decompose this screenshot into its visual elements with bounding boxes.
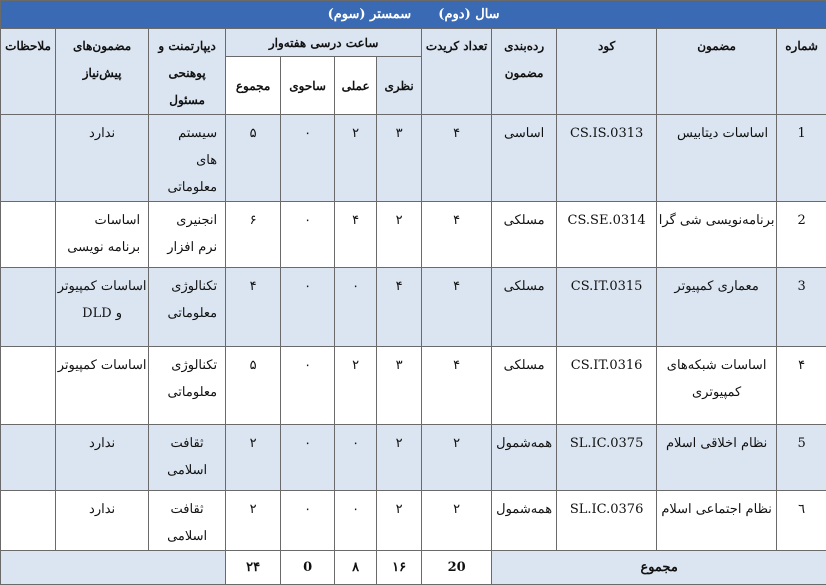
table-row: [1, 202, 826, 268]
cell-subject: معماری کمپیوتر: [657, 268, 777, 347]
header-practical: عملی: [335, 57, 377, 115]
table-row: [1, 115, 826, 202]
cell-credits: ۴: [422, 268, 492, 347]
cell-code: CS.IT.0315: [557, 268, 657, 347]
cell-subject: برنامه‌نویسی شی گرا: [657, 202, 777, 268]
header-subject: مضمون: [657, 29, 777, 115]
cell-credits: ۲: [422, 425, 492, 491]
cell-number: ٦: [777, 491, 826, 551]
cell-notes: [1, 347, 56, 425]
totals-total: ۲۴: [226, 551, 281, 585]
cell-code: CS.IS.0313: [557, 115, 657, 202]
totals-field: 0: [281, 551, 335, 585]
header-credits: تعداد کریدت: [422, 29, 492, 115]
cell-number: 3: [777, 268, 826, 347]
cell-total: ۵: [226, 115, 281, 202]
cell-category: اساسی: [492, 115, 557, 202]
table-row: [1, 425, 826, 491]
cell-field: ۰: [281, 425, 335, 491]
cell-category: همه‌شمول: [492, 491, 557, 551]
totals-empty: [1, 551, 226, 585]
semester-title: سال (دوم) سمستر (سوم): [1, 1, 826, 29]
cell-theory: ۲: [377, 491, 422, 551]
cell-number: ۴: [777, 347, 826, 425]
cell-prerequisite: ندارد: [56, 425, 149, 491]
cell-subject: اساسات دیتابیس: [657, 115, 777, 202]
header-number: شماره: [777, 29, 826, 115]
cell-code: SL.IC.0376: [557, 491, 657, 551]
cell-field: ۰: [281, 268, 335, 347]
cell-field: ۰: [281, 115, 335, 202]
cell-number: 2: [777, 202, 826, 268]
cell-practical: ۲: [335, 347, 377, 425]
cell-department: تکنالوژی معلوماتی: [149, 268, 226, 347]
cell-category: مسلکی: [492, 268, 557, 347]
cell-theory: ۲: [377, 425, 422, 491]
cell-department: سیستم های معلوماتی: [149, 115, 226, 202]
header-prerequisite: مضمون‌های پیش‌نیاز: [56, 29, 149, 115]
cell-department: انجنیری نرم افزار: [149, 202, 226, 268]
cell-credits: ۴: [422, 115, 492, 202]
header-code: کود: [557, 29, 657, 115]
cell-credits: ۲: [422, 491, 492, 551]
cell-field: ۰: [281, 347, 335, 425]
totals-label: مجموع: [492, 551, 826, 585]
cell-theory: ۲: [377, 202, 422, 268]
cell-subject: نظام اجتماعی اسلام: [657, 491, 777, 551]
cell-subject: نظام اخلاقی اسلام: [657, 425, 777, 491]
header-category: رده‌بندی مضمون: [492, 29, 557, 115]
cell-department: ثقافت اسلامی: [149, 491, 226, 551]
cell-field: ۰: [281, 202, 335, 268]
table-row: [1, 491, 826, 551]
cell-notes: [1, 115, 56, 202]
cell-notes: [1, 202, 56, 268]
totals-practical: ۸: [335, 551, 377, 585]
totals-row: [1, 551, 826, 585]
cell-credits: ۴: [422, 202, 492, 268]
cell-prerequisite: اساسات کمپیوتر و DLD: [56, 268, 149, 347]
table-row: [1, 268, 826, 347]
header-total: مجموع: [226, 57, 281, 115]
cell-theory: ۴: [377, 268, 422, 347]
cell-category: مسلکی: [492, 202, 557, 268]
totals-theory: ۱۶: [377, 551, 422, 585]
table-row: [1, 347, 826, 425]
cell-practical: ۰: [335, 425, 377, 491]
cell-total: ۶: [226, 202, 281, 268]
cell-code: CS.IT.0316: [557, 347, 657, 425]
cell-department: ثقافت اسلامی: [149, 425, 226, 491]
header-department: دیپارتمنت و پوهنحی مسئول: [149, 29, 226, 115]
cell-notes: [1, 268, 56, 347]
cell-category: همه‌شمول: [492, 425, 557, 491]
cell-practical: ۲: [335, 115, 377, 202]
cell-total: ۲: [226, 425, 281, 491]
cell-prerequisite: ندارد: [56, 491, 149, 551]
cell-prerequisite: اساسات برنامه نویسی: [56, 202, 149, 268]
totals-credits: 20: [422, 551, 492, 585]
cell-field: ۰: [281, 491, 335, 551]
cell-category: مسلکی: [492, 347, 557, 425]
cell-notes: [1, 425, 56, 491]
cell-subject: اساسات شبکه‌های کمپیوتری: [657, 347, 777, 425]
cell-credits: ۴: [422, 347, 492, 425]
cell-total: ۴: [226, 268, 281, 347]
cell-department: تکنالوژی معلوماتی: [149, 347, 226, 425]
cell-prerequisite: اساسات کمپیوتر: [56, 347, 149, 425]
cell-theory: ۳: [377, 115, 422, 202]
cell-code: CS.SE.0314: [557, 202, 657, 268]
cell-number: 5: [777, 425, 826, 491]
cell-total: ۲: [226, 491, 281, 551]
cell-number: 1: [777, 115, 826, 202]
cell-practical: ۴: [335, 202, 377, 268]
cell-theory: ۳: [377, 347, 422, 425]
cell-practical: ۰: [335, 491, 377, 551]
header-weekly-hours: ساعت درسی هفته‌وار: [226, 29, 422, 57]
header-notes: ملاحظات: [1, 29, 56, 115]
cell-prerequisite: ندارد: [56, 115, 149, 202]
cell-code: SL.IC.0375: [557, 425, 657, 491]
cell-practical: ۰: [335, 268, 377, 347]
header-field: ساحوی: [281, 57, 335, 115]
cell-total: ۵: [226, 347, 281, 425]
cell-notes: [1, 491, 56, 551]
header-theory: نظری: [377, 57, 422, 115]
